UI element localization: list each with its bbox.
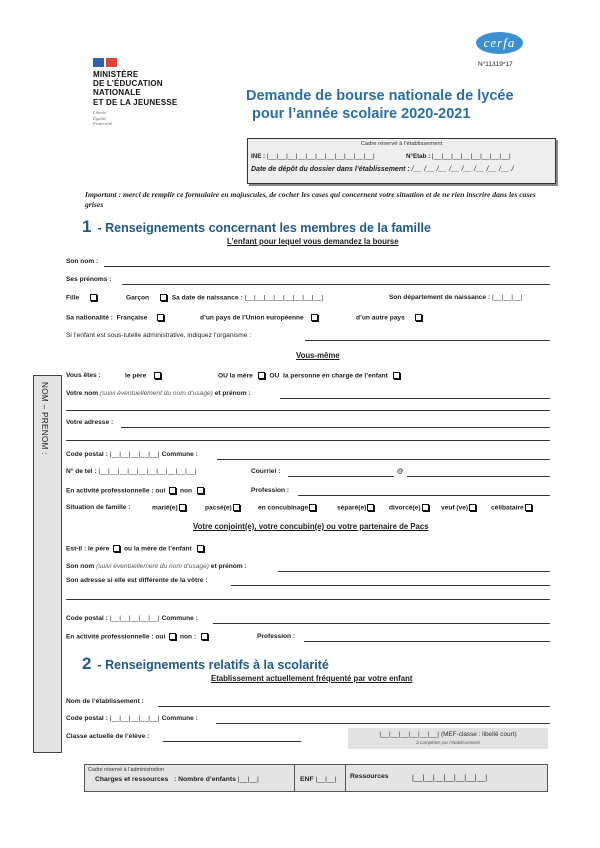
boy-label: Garçon xyxy=(126,294,150,302)
situation-pacsed xyxy=(205,504,241,511)
situation-married-label: marié(e) xyxy=(152,504,178,512)
partner-name-label-tail: et prénom : xyxy=(210,563,247,570)
cerfa-logo: cerfa xyxy=(476,32,523,54)
partner-role-row xyxy=(66,545,207,552)
partner-address-input[interactable] xyxy=(231,585,550,586)
netab-boxes[interactable]: |__|__|__|__|__|__|__|__| xyxy=(431,153,511,160)
ine-label: INE : xyxy=(251,153,266,160)
email-at-sign: @ xyxy=(397,468,404,475)
child-subheading: L’enfant pour lequel vous demandez la bourse xyxy=(227,237,399,246)
partner-mother-label: ou la mère de l’enfant xyxy=(123,545,192,553)
self-activity-no-checkbox[interactable] xyxy=(197,487,204,494)
section-1-heading xyxy=(82,217,431,237)
nationality-row xyxy=(66,314,167,321)
partner-name-label-italic: (suivi éventuellement du nom d’usage) xyxy=(96,563,209,570)
self-name-label-bold: Votre nom xyxy=(66,390,99,397)
situation-widowed-checbox[interactable] xyxy=(469,504,476,511)
partner-profession-input[interactable] xyxy=(304,641,550,642)
partner-activity-no-checkbox[interactable] xyxy=(201,633,208,640)
situation-separated-label: séparé(e) xyxy=(337,504,367,512)
mef-row xyxy=(348,731,548,738)
partner-activity-yes-checkbox[interactable] xyxy=(169,633,176,640)
nationality-eu-checkbox[interactable] xyxy=(311,314,318,321)
self-postal-label: Code postal : xyxy=(66,451,108,458)
partner-mother-checkbox[interactable] xyxy=(197,545,204,552)
situation-pacsed-checkbox[interactable] xyxy=(233,504,240,511)
children-count-row xyxy=(95,776,259,783)
school-name-input[interactable] xyxy=(158,706,550,707)
nationality-label: Sa nationalité : xyxy=(66,314,113,322)
self-address-input-line2[interactable] xyxy=(66,440,550,441)
self-email-user-input[interactable] xyxy=(288,476,394,477)
admin-box-caption: Cadre réservé à l’administration xyxy=(88,767,165,773)
nationality-eu-option xyxy=(200,314,321,321)
situation-married-checkbox[interactable] xyxy=(179,504,186,511)
partner-name-label-bold: Son nom xyxy=(66,563,95,570)
situation-separated-checkbox[interactable] xyxy=(367,504,374,511)
self-email-label: Courriel : xyxy=(251,468,281,475)
school-postal-boxes[interactable]: |__|__|__|__|__| xyxy=(109,715,160,722)
partner-activity-no-label: non : xyxy=(179,633,197,641)
administration-reserved-box xyxy=(84,764,548,792)
section-title: - Renseignements relatifs à la scolarité xyxy=(97,658,329,672)
situation-cohabiting-checkbox[interactable] xyxy=(309,504,316,511)
or-label: OU xyxy=(269,372,280,380)
guardianship-label: Si l’enfant est sous-tutelle administrative, indiquez l’organisme : xyxy=(66,332,252,339)
self-email-domain-input[interactable] xyxy=(407,476,550,477)
situation-divorced-label: divorcé(e) xyxy=(389,504,421,512)
self-activity-label: En activité professionnelle : oui xyxy=(66,487,166,495)
self-profession-label: Profession : xyxy=(251,487,290,494)
resources-label: Ressources xyxy=(350,773,389,780)
situation-married xyxy=(152,504,187,511)
situation-single-checkbox[interactable] xyxy=(525,504,532,511)
girl-label: Fille xyxy=(66,294,80,302)
admin-resources-cell xyxy=(346,765,546,791)
ministry-line: DE L’ÉDUCATION xyxy=(93,79,163,89)
ministry-line: NATIONALE xyxy=(93,88,141,98)
enf-boxes[interactable]: |__|__| xyxy=(315,776,337,783)
dob-label: Sa date de naissance : xyxy=(171,294,243,302)
self-phone-label: N° de tel : xyxy=(66,468,97,475)
enf-label: ENF xyxy=(300,776,314,783)
ministry-name xyxy=(93,70,177,107)
boy-checkbox[interactable] xyxy=(160,294,167,301)
motto-line: Égalité xyxy=(93,115,107,121)
nationality-other-option xyxy=(356,314,425,321)
situation-widowed xyxy=(441,504,477,511)
motto-line: Liberté xyxy=(93,110,107,115)
school-commune-label: Commune : xyxy=(161,715,198,722)
partner-commune-input[interactable] xyxy=(213,623,550,624)
self-name-label xyxy=(66,390,251,397)
situation-single-label: célibataire xyxy=(491,504,524,512)
school-commune-input[interactable] xyxy=(216,723,550,724)
self-name-label-tail: et prénom : xyxy=(214,390,251,397)
page-title xyxy=(246,87,514,123)
side-strip-label: NOM – PRENOM : xyxy=(40,382,49,455)
self-profession-input[interactable] xyxy=(298,495,550,496)
partner-commune-label: Commune : xyxy=(161,615,198,622)
self-activity-row xyxy=(66,487,207,494)
self-subheading: Vous-même xyxy=(296,351,340,360)
motto-line: Fraternité xyxy=(93,121,112,127)
family-situation-label: Situation de famille : xyxy=(66,504,131,511)
child-firstnames-input[interactable] xyxy=(122,284,550,285)
guardian-person-label: la personne en charge de l’enfant xyxy=(283,372,388,380)
father-label: le père xyxy=(125,372,147,380)
school-postal-label: Code postal : xyxy=(66,715,108,722)
partner-address-label: Son adresse si elle est différente de la vôtre : xyxy=(66,577,208,584)
situation-single xyxy=(491,504,533,511)
children-count-boxes[interactable]: |__|__| xyxy=(237,776,260,783)
french-republic-flag-logo xyxy=(93,58,117,67)
admin-enf-cell xyxy=(295,765,346,791)
netab-field[interactable] xyxy=(406,153,511,160)
self-phone-boxes[interactable]: |__|__|__|__|__|__|__|__|__|__| xyxy=(98,468,197,475)
mother-label: OU la mère xyxy=(218,372,253,380)
partner-activity-label: En activité professionnelle : oui xyxy=(66,633,166,641)
situation-separated xyxy=(337,504,375,511)
father-checkbox[interactable] xyxy=(154,372,161,379)
partner-address-input-line2[interactable] xyxy=(66,599,550,600)
section-title: - Renseignements concernant les membres de la famille xyxy=(97,221,431,235)
you-are-label: Vous êtes : xyxy=(66,372,101,379)
partner-name-input[interactable] xyxy=(278,571,550,572)
cerfa-number: N°11319*17 xyxy=(478,61,513,68)
self-phone-row xyxy=(66,468,197,475)
partner-postal-boxes[interactable]: |__|__|__|__|__| xyxy=(109,615,160,622)
establishment-reserved-box xyxy=(247,138,556,184)
enf-row xyxy=(300,776,337,783)
situation-divorced xyxy=(389,504,430,511)
mef-note: à compléter par l’établissement xyxy=(416,740,480,745)
nationality-french-label: Française xyxy=(116,314,148,322)
section-number: 2 xyxy=(82,654,92,673)
partner-postal-row xyxy=(66,615,198,622)
boy-option xyxy=(126,294,323,301)
nationality-other-checkbox[interactable] xyxy=(415,314,422,321)
birth-department-boxes[interactable]: |__|__|__| xyxy=(491,294,523,301)
nationality-other-label: d’un autre pays xyxy=(356,314,405,322)
self-name-input-line2[interactable] xyxy=(66,410,550,411)
self-activity-yes-checkbox[interactable] xyxy=(169,487,176,494)
birth-department-label: Son département de naissance : xyxy=(389,294,491,301)
current-class-label: Classe actuelle de l’élève : xyxy=(66,733,150,740)
ine-field[interactable] xyxy=(251,153,375,160)
self-activity-no-label: non xyxy=(179,487,193,495)
admin-charges-cell xyxy=(85,765,295,791)
netab-label: N°Etab : xyxy=(406,153,431,160)
deposit-date-boxes[interactable]: /__ /__ /__ /__ /__ /__ /__ /__ / xyxy=(411,166,514,173)
ine-boxes[interactable]: |__|__|__|__|__|__|__|__|__|__|__| xyxy=(266,153,375,160)
self-name-input[interactable] xyxy=(280,398,550,399)
situation-divorced-checkbox[interactable] xyxy=(422,504,429,511)
mother-option xyxy=(218,372,403,379)
deposit-date-label: Date de dépôt du dossier dans l’établissement : xyxy=(251,166,410,173)
title-line-2: pour l’année scolaire 2020-2021 xyxy=(252,106,471,122)
partner-postal-label: Code postal : xyxy=(66,615,108,622)
child-lastname-label: Son nom : xyxy=(66,258,99,265)
partner-name-label xyxy=(66,563,247,570)
important-note: Important : merci de remplir ce formulaire en majuscules, de cocher les cases qui concernent votre situation et de ne rien inscrire dans les cases grises xyxy=(85,190,536,209)
self-address-label: Votre adresse : xyxy=(66,419,114,426)
partner-activity-row xyxy=(66,633,211,640)
ministry-line: MINISTÈRE xyxy=(93,70,139,79)
school-subheading: Etablissement actuellement fréquenté par votre enfant xyxy=(211,674,413,683)
section-number: 1 xyxy=(82,217,92,236)
birth-department-field xyxy=(389,294,523,301)
section-2-heading xyxy=(82,654,329,674)
nationality-eu-label: d’un pays de l’Union européenne xyxy=(200,314,304,322)
situation-widowed-label: veuf (ve) xyxy=(441,504,469,512)
partner-subheading: Votre conjoint(e), votre concubin(e) ou votre partenaire de Pacs xyxy=(193,522,429,531)
self-commune-label: Commune : xyxy=(161,451,198,458)
mef-boxes[interactable]: |__|__|__|__|__|__| xyxy=(379,731,440,738)
self-postal-row xyxy=(66,451,198,458)
guardianship-input[interactable] xyxy=(305,340,550,341)
partner-father-label: Est-il : le père xyxy=(66,545,110,553)
dob-boxes[interactable]: |__|__|__|__|__|__|__|__| xyxy=(244,294,324,302)
girl-checkbox[interactable] xyxy=(90,294,97,301)
establishment-box-caption: Cadre réservé à l’établissement xyxy=(360,141,443,147)
children-count-label: : Nombre d’enfants xyxy=(173,776,236,783)
partner-father-checkbox[interactable] xyxy=(113,545,120,552)
partner-profession-label: Profession : xyxy=(257,633,296,640)
child-lastname-input[interactable] xyxy=(104,266,550,267)
self-address-input[interactable] xyxy=(121,427,550,428)
self-name-label-italic: (suivi éventuellement du nom d’usage) xyxy=(99,390,213,397)
situation-cohabiting xyxy=(258,504,317,511)
mef-class-box xyxy=(348,728,548,749)
situation-pacsed-label: pacsé(e) xyxy=(205,504,232,512)
self-commune-input[interactable] xyxy=(217,459,550,460)
ministry-line: ET DE LA JEUNESSE xyxy=(93,97,178,107)
current-class-input[interactable] xyxy=(163,741,301,742)
resources-boxes[interactable]: |__|__|__|__|__|__|__| xyxy=(412,773,488,782)
deposit-date-field[interactable] xyxy=(251,166,514,173)
republic-motto xyxy=(93,110,112,127)
situation-cohabiting-label: en concubinage xyxy=(258,504,309,512)
nationality-french-checkbox[interactable] xyxy=(157,314,164,321)
title-line-1: Demande de bourse nationale de lycée xyxy=(246,88,514,104)
school-postal-row xyxy=(66,715,198,722)
self-postal-boxes[interactable]: |__|__|__|__|__| xyxy=(109,451,160,458)
school-name-label: Nom de l’établissement : xyxy=(66,698,144,705)
father-option xyxy=(125,372,164,379)
child-firstnames-label: Ses prénoms : xyxy=(66,276,112,283)
child-sex-dob-row xyxy=(66,294,100,301)
mother-checkbox[interactable] xyxy=(258,372,265,379)
mef-label: (MEF-classe : libellé court) xyxy=(440,731,517,738)
guardian-person-checkbox[interactable] xyxy=(393,372,400,379)
charges-label: Charges et ressources xyxy=(95,776,169,783)
